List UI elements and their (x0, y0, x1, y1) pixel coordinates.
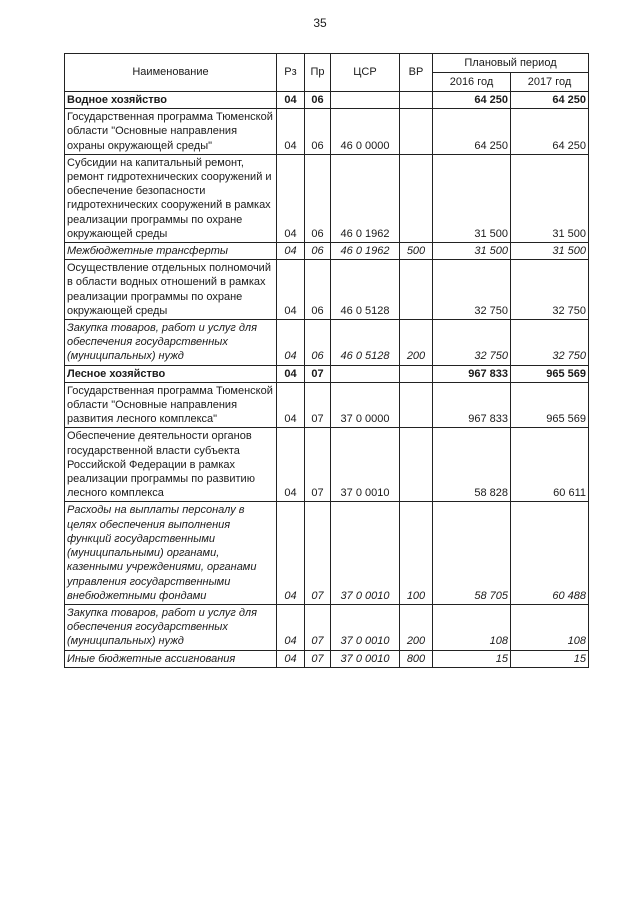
cell-csr: 46 0 5128 (331, 320, 400, 366)
cell-2017: 108 (511, 604, 589, 650)
cell-csr: 37 0 0010 (331, 428, 400, 502)
table-row (65, 154, 589, 242)
cell-csr: 46 0 1962 (331, 154, 400, 242)
cell-csr (331, 92, 400, 109)
cell-rz: 04 (277, 154, 305, 242)
cell-pr: 06 (305, 320, 331, 366)
cell-vr (400, 92, 433, 109)
table-row (65, 320, 589, 366)
cell-pr: 06 (305, 109, 331, 155)
cell-rz: 04 (277, 502, 305, 604)
header-csr: ЦСР (331, 54, 400, 92)
cell-name: Осуществление отдельных полномочий в области водных отношений в рамках реализации программы по охране окружающей среды (65, 260, 277, 320)
table-row (65, 260, 589, 320)
cell-rz: 04 (277, 92, 305, 109)
cell-vr (400, 365, 433, 382)
table-row (65, 604, 589, 650)
cell-2017: 965 569 (511, 382, 589, 428)
cell-2016: 967 833 (433, 382, 511, 428)
table-row (65, 92, 589, 109)
header-vr: ВР (400, 54, 433, 92)
cell-rz: 04 (277, 260, 305, 320)
cell-csr: 37 0 0010 (331, 604, 400, 650)
cell-pr: 06 (305, 154, 331, 242)
page-number: 35 (313, 16, 327, 30)
cell-2016: 58 828 (433, 428, 511, 502)
table-row (65, 502, 589, 604)
cell-2017: 64 250 (511, 109, 589, 155)
cell-rz: 04 (277, 650, 305, 667)
table-row (65, 428, 589, 502)
table-row (65, 382, 589, 428)
cell-vr: 200 (400, 320, 433, 366)
cell-2016: 15 (433, 650, 511, 667)
cell-vr: 100 (400, 502, 433, 604)
cell-2017: 15 (511, 650, 589, 667)
cell-2017: 60 611 (511, 428, 589, 502)
cell-pr: 06 (305, 92, 331, 109)
cell-vr: 200 (400, 604, 433, 650)
cell-pr: 06 (305, 260, 331, 320)
cell-csr: 46 0 0000 (331, 109, 400, 155)
cell-vr (400, 154, 433, 242)
cell-2016: 967 833 (433, 365, 511, 382)
cell-name: Иные бюджетные ассигнования (65, 650, 277, 667)
header-name: Наименование (65, 54, 277, 92)
cell-2016: 31 500 (433, 243, 511, 260)
cell-name: Закупка товаров, работ и услуг для обеспечения государственных (муниципальных) нужд (65, 604, 277, 650)
cell-2016: 32 750 (433, 320, 511, 366)
header-row-top (65, 54, 589, 73)
cell-name: Государственная программа Тюменской области "Основные направления развития лесного комплекса" (65, 382, 277, 428)
cell-csr (331, 365, 400, 382)
header-pr: Пр (305, 54, 331, 92)
cell-name: Водное хозяйство (65, 92, 277, 109)
cell-csr: 37 0 0000 (331, 382, 400, 428)
cell-pr: 06 (305, 243, 331, 260)
cell-csr: 46 0 1962 (331, 243, 400, 260)
cell-name: Государственная программа Тюменской области "Основные направления охраны окружающей среды" (65, 109, 277, 155)
header-period: Плановый период (433, 54, 589, 73)
cell-2017: 965 569 (511, 365, 589, 382)
budget-table (64, 53, 589, 668)
cell-pr: 07 (305, 604, 331, 650)
table-body (65, 92, 589, 668)
cell-vr (400, 428, 433, 502)
cell-2016: 58 705 (433, 502, 511, 604)
cell-csr: 37 0 0010 (331, 502, 400, 604)
cell-2017: 32 750 (511, 320, 589, 366)
cell-2016: 32 750 (433, 260, 511, 320)
cell-2016: 31 500 (433, 154, 511, 242)
cell-2017: 32 750 (511, 260, 589, 320)
cell-vr: 800 (400, 650, 433, 667)
header-year-2017: 2017 год (511, 73, 589, 92)
cell-pr: 07 (305, 382, 331, 428)
cell-vr (400, 260, 433, 320)
table-row (65, 243, 589, 260)
header-year-2016: 2016 год (433, 73, 511, 92)
cell-name: Лесное хозяйство (65, 365, 277, 382)
cell-rz: 04 (277, 604, 305, 650)
cell-pr: 07 (305, 365, 331, 382)
cell-2016: 64 250 (433, 109, 511, 155)
cell-vr (400, 109, 433, 155)
cell-2016: 108 (433, 604, 511, 650)
table-row (65, 365, 589, 382)
cell-pr: 07 (305, 650, 331, 667)
cell-rz: 04 (277, 382, 305, 428)
cell-csr: 37 0 0010 (331, 650, 400, 667)
cell-pr: 07 (305, 502, 331, 604)
cell-rz: 04 (277, 428, 305, 502)
cell-2017: 31 500 (511, 154, 589, 242)
cell-2017: 31 500 (511, 243, 589, 260)
cell-rz: 04 (277, 109, 305, 155)
cell-2016: 64 250 (433, 92, 511, 109)
cell-vr: 500 (400, 243, 433, 260)
table-row (65, 109, 589, 155)
cell-2017: 60 488 (511, 502, 589, 604)
cell-name: Субсидии на капитальный ремонт, ремонт гидротехнических сооружений и обеспечение безопасности гидротехнических сооружений в рамках реализации программы по охране окружающей среды (65, 154, 277, 242)
cell-pr: 07 (305, 428, 331, 502)
cell-rz: 04 (277, 320, 305, 366)
cell-name: Расходы на выплаты персоналу в целях обеспечения выполнения функций государственными (муниципальными) органами, казенными учреждениями, органами управления государственными внебюджетными фондами (65, 502, 277, 604)
cell-rz: 04 (277, 243, 305, 260)
cell-name: Закупка товаров, работ и услуг для обеспечения государственных (муниципальных) нужд (65, 320, 277, 366)
header-rz: Рз (277, 54, 305, 92)
cell-2017: 64 250 (511, 92, 589, 109)
table-row (65, 650, 589, 667)
cell-csr: 46 0 5128 (331, 260, 400, 320)
cell-name: Межбюджетные трансферты (65, 243, 277, 260)
cell-name: Обеспечение деятельности органов государственной власти субъекта Российской Федерации в рамках реализации программы по развитию лесного комплекса (65, 428, 277, 502)
cell-vr (400, 382, 433, 428)
cell-rz: 04 (277, 365, 305, 382)
